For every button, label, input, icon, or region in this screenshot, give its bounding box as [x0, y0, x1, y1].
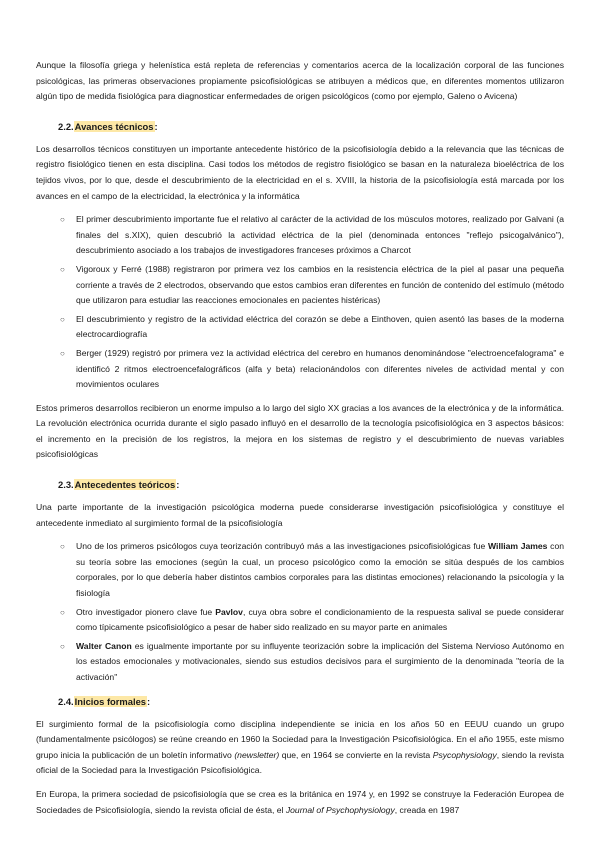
intro-paragraph: Aunque la filosofía griega y helenística está repleta de referencias y comentarios acerca de la localización corporal de las funciones psicológicas, las primeras observaciones propiamente psicofisiológicas se atribuyen a médicos que, en diferentes momentos utilizaron algún tipo de medida fisiológica para diagnosticar enfermedades de origen psicológicos (como por ejemplo, Galeno o Avicena) — [36, 60, 564, 102]
section-number: 2.2. — [58, 120, 74, 132]
bullet-icon: ○ — [60, 215, 65, 225]
bullet-icon: ○ — [60, 607, 65, 617]
journal-title: Journal of Psychophysiology — [285, 804, 395, 815]
list-item: ○ Berger (1929) registró por primera vez la actividad eléctrica del cerebro en humanos denominándose "electroencefalograma" e identificó 2 ritmos electroencefalográficos (alfa y beta) relacionándolos con diferentes niveles de actividad mental y con movimientos oculares — [60, 347, 564, 390]
section-title: Antecedentes teóricos — [74, 479, 176, 491]
list-technical-advances — [36, 212, 564, 393]
paragraph-technical-advances: Los desarrollos técnicos constituyen un importante antecedente histórico de la psicofisiología debido a la relevancia que las técnicas de registro fisiológico tienen en esta disciplina. Casi todos los métodos de registro fisiológico se basan en la naturaleza bioeléctrica de los tejidos vivos, por lo que, desde el descubrimiento de la electricidad en el s. XVIII, la historia de la psicofisiología está marcada por los avances en el campo de la electricidad, la electrónica y la informática — [36, 143, 564, 201]
paragraph-formal-beginnings-usa: El surgimiento formal de la psicofisiología como disciplina independiente se inicia en los años 50 en EEUU cuando un grupo (fundamentalmente psicólogos) se reúne creando en 1960 la Sociedad para la Investigación Psicofisiológica. En el año 1955, este mismo grupo inicia la publicación de un boletín informativo (newsletter) que, en 1964 se convierte en la revista Psycophysiology, siendo la revista oficial de la Sociedad para la Investigación Psicofisiológica. — [36, 718, 564, 776]
name-william-james: William James — [488, 541, 548, 552]
bullet-icon: ○ — [60, 264, 65, 274]
journal-title: Psycophysiology — [432, 749, 497, 760]
bullet-icon: ○ — [60, 314, 65, 324]
list-item: ○ Uno de los primeros psicólogos cuya teorización contribuyó más a las investigaciones psicofisiológicas fue William James con su teoría sobre las emociones (según la cual, un proceso psicológico como la emoción se sitúa después de los cambios corporales, por lo que debería haber distintos cambios corporales para las distintas emociones) relacionando la psicología y la fisiología — [60, 541, 565, 599]
section-heading-2-2: 2.2.Avances técnicos: — [58, 120, 158, 132]
list-theoretical-background — [36, 539, 564, 685]
name-walter-canon: Walter Canon — [76, 640, 132, 651]
list-item: ○ El descubrimiento y registro de la actividad eléctrica del corazón se debe a Einthoven, quien asentó las bases de la moderna electrocardiografía — [60, 313, 564, 340]
list-item: ○ El primer descubrimiento importante fue el relativo al carácter de la actividad de los músculos motores, realizado por Galvani (a finales del s.XIX), quien descubrió la actividad eléctrica de la piel (denominada entonces "reflejo psicogalvánico"), descubrimiento asociado a los trabajos de investigadores franceses próximos a Charcot — [60, 214, 564, 256]
paragraph-theoretical-background: Una parte importante de la investigación psicológica moderna puede considerarse investigación psicofisiológica y constituye el antecedente inmediato al surgimiento formal de la psicofisiología — [36, 502, 564, 528]
bullet-icon: ○ — [60, 641, 65, 651]
name-pavlov: Pavlov — [215, 606, 243, 617]
section-title: Avances técnicos — [74, 120, 154, 132]
paragraph-electronics-impulse: Estos primeros desarrollos recibieron un enorme impulso a lo largo del siglo XX gracias a los avances de la electrónica y de la informática. La revolución electrónica ocurrida durante el siglo pasado influyó en el desarrollo de la tecnología psicofisiológica en 3 aspectos básicos: el incremento en la precisión de los registros, la mejora en los sistemas de registro y el descubrimiento de nuevas variables psicofisiológicas — [36, 402, 564, 460]
section-number: 2.3. — [58, 479, 74, 491]
list-item: ○ Vigoroux y Ferré (1988) registraron por primera vez los cambios en la resistencia eléctrica de la piel al pasar una pequeña corriente a través de 2 electrodos, observando que estos cambios eran diferentes en función de contenido del estímulo (método que utilizaron para estudiar las reacciones emocionales en pacientes histéricas) — [60, 263, 564, 306]
section-number: 2.4. — [58, 695, 74, 707]
section-title: Inicios formales — [74, 695, 147, 707]
bullet-icon: ○ — [60, 348, 65, 358]
document-content — [36, 58, 564, 818]
list-item: ○ Otro investigador pionero clave fue Pavlov, cuya obra sobre el condicionamiento de la respuesta salival se puede considerar como típicamente psicofisiológico a pesar de haber sido realizado en su mayor parte en animales — [60, 606, 564, 633]
section-heading-2-3: 2.3.Antecedentes teóricos: — [58, 479, 180, 491]
bullet-icon: ○ — [60, 542, 65, 552]
list-item: ○ Walter Canon es igualmente importante por su influyente teorización sobre la implicación del Sistema Nervioso Autónomo en los estados emocionales y motivacionales, siendo sus estudios decisivos para el surgimiento de la denominada "teoría de la activación" — [60, 640, 564, 682]
paragraph-formal-beginnings-europe: En Europa, la primera sociedad de psicofisiología que se crea es la británica en 1974 y, en 1992 se construye la Federación Europea de Sociedades de Psicofisiología, siendo la revista oficial de ésta, el Journal of Psychophysiology, creada en 1987 — [36, 788, 564, 815]
section-heading-2-4: 2.4.Inicios formales: — [58, 695, 151, 707]
